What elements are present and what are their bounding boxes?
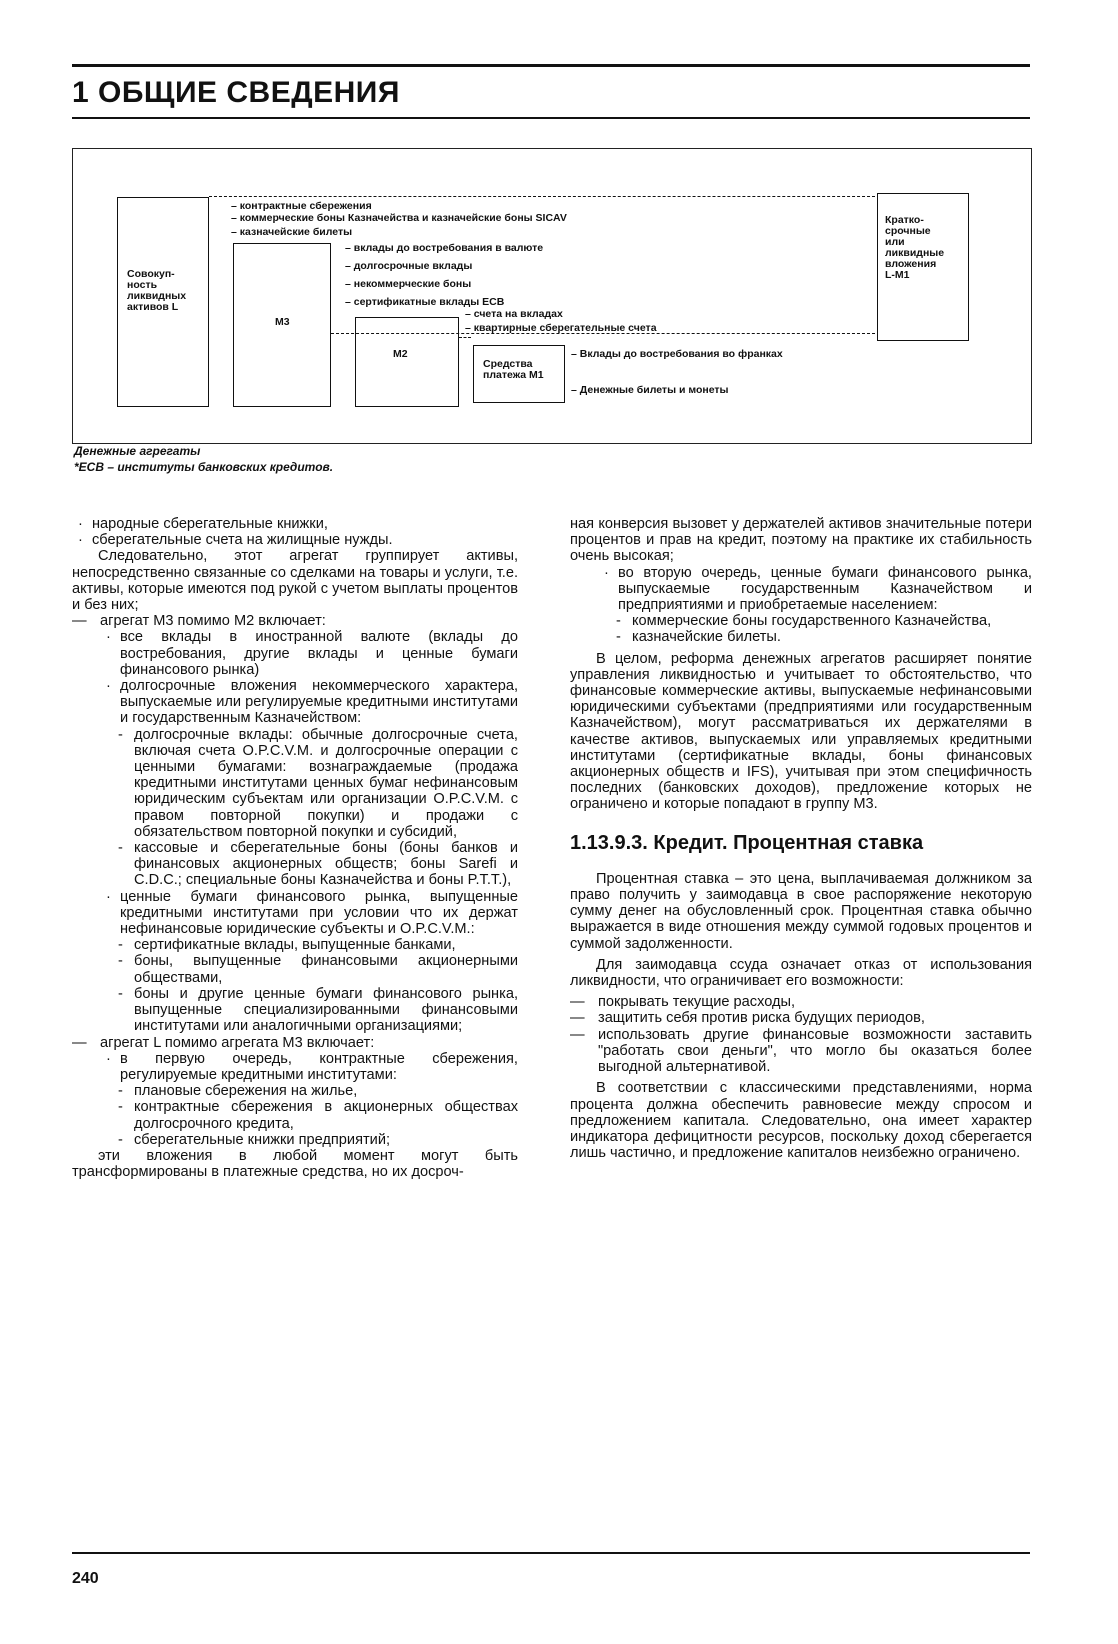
- paragraph: Процентная ставка – это цена, выплачиваемая должником за право получить у заимодавца в свое распоряжение некоторую сумму денег на обусловленный срок. Процентная ставка обычно выражается в виде отношения между суммой годовых процентов и суммой задолженности.: [570, 870, 1032, 952]
- paragraph: Для заимодавца ссуда означает отказ от использования ликвидности, что ограничивает его возможности:: [570, 956, 1032, 990]
- list-item: - сертификатные вклады, выпущенные банками,: [118, 937, 456, 954]
- top-rule: [72, 64, 1030, 67]
- list-item: - долгосрочные вклады: обычные долгосрочные счета, включая счета O.P.C.V.M. и долгосрочные операции с ценными бумагами: вознаграждаемые (продажа кредитными институтами ценных бумаг нефинансовым юридическим субъектам или организации O.P.C.V.M. с правом повторной покупки) и продажи с обязательством повторной покупки и субсидий,: [118, 726, 518, 840]
- left-column: [72, 516, 518, 1180]
- chapter-title: 1 ОБЩИЕ СВЕДЕНИЯ: [72, 76, 400, 109]
- right-column: [570, 516, 1032, 1161]
- paragraph: В соответствии с классическими представлениями, норма процента должна обеспечить равновесие между спросом и предложением капитала. Следовательно, она имеет характер индикатора дефицитности ресурсов, поскольку доход сберегается лишь частично, и предложение капиталов неизбежно ограничено.: [570, 1080, 1032, 1162]
- list-item: - боны и другие ценные бумаги финансового рынка, выпущенные специализированными финансовыми институтами или аналогичными организациями;: [118, 985, 518, 1035]
- aggregate-m3-label: M3: [275, 316, 290, 328]
- m3-item: – некоммерческие боны: [345, 278, 472, 290]
- paragraph: В целом, реформа денежных агрегатов расширяет понятие управления ликвидностью и учитывает то обстоятельство, что финансовые коммерческие активы, выпускаемые нефинансовыми юридическими субъектами (предприятиями или государственным Казначейством), могут рассматриваться их держателями в качестве активов, выпускаемых или управляемых кредитными институтами (сертификатные вклады, боны финансовых акционерных обществ и IFS), учитывая при этом специфичность последних (банковских доходов), предложение которых не ограничено и которые попадают в группу M3.: [570, 650, 1032, 813]
- m1-item: – Вклады до востребования во франках: [571, 348, 783, 360]
- m3-item: – вклады до востребования в валюте: [345, 242, 544, 254]
- paragraph: эти вложения в любой момент могут быть трансформированы в платежные средства, но их досроч-: [72, 1147, 518, 1181]
- figure-caption: Денежные агрегаты: [74, 444, 201, 458]
- list-item: — защитить себя против риска будущих периодов,: [570, 1010, 925, 1027]
- figure-footnote: *ECB – институты банковских кредитов.: [74, 460, 334, 474]
- dashed-line-m2: [459, 337, 471, 338]
- list-item: - казначейские билеты.: [616, 629, 781, 646]
- list-item: - контрактные сбережения в акционерных обществах долгосрочного кредита,: [118, 1099, 518, 1132]
- paragraph: ная конверсия вызовет у держателей активов значительные потери процентов и прав на кредит, поэтому на практике их стабильность очень высокая;: [570, 516, 1032, 565]
- list-item: - плановые сбережения на жилье,: [118, 1083, 358, 1100]
- aggregate-m1-label: Средства платежа M1: [483, 358, 544, 381]
- list-item: - сберегательные книжки предприятий;: [118, 1131, 391, 1148]
- short-term-label: Кратко- срочные или ликвидные вложения L-M1: [885, 214, 945, 281]
- list-item: — агрегат L помимо агрегата M3 включает:: [72, 1034, 375, 1051]
- page-number: 240: [72, 1570, 99, 1587]
- list-item: · в первую очередь, контрактные сбережения, регулируемые кредитными институтами:: [106, 1050, 518, 1083]
- m3-item: – сертификатные вклады ECB: [345, 296, 505, 308]
- list-item: · во вторую очередь, ценные бумаги финансового рынка, выпускаемые государственным Казначейством и предприятиями и приобретаемые населением:: [604, 564, 1032, 614]
- aggregate-l-label: Совокуп- ность ликвидных активов L: [127, 268, 187, 313]
- aggregate-m2-box: [355, 317, 459, 407]
- title-rule: [72, 117, 1030, 119]
- m1-item: – Денежные билеты и монеты: [571, 384, 729, 396]
- list-item: · народные сберегательные книжки,: [78, 516, 328, 532]
- l-item: – контрактные сбережения: [231, 200, 372, 212]
- list-item: — использовать другие финансовые возможности заставить "работать свои деньги", что могло бы оказаться более выгодной альтернативой.: [570, 1026, 1032, 1076]
- m2-item: – счета на вкладах: [465, 308, 563, 320]
- list-item: · ценные бумаги финансового рынка, выпущенные кредитными институтами при условии что их держат нефинансовые юридические субъекты и O.P.C.V.M.:: [106, 888, 518, 938]
- list-item: - коммерческие боны государственного Казначейства,: [616, 613, 992, 630]
- list-item: · долгосрочные вложения некоммерческого характера, выпускаемые или регулируемые кредитными институтами и государственным Казначейством:: [106, 678, 518, 727]
- m2-item: – квартирные сберегательные счета: [465, 322, 657, 334]
- l-item: – казначейские билеты: [231, 226, 353, 238]
- list-item: - кассовые и сберегательные боны (боны банков и финансовых акционерных обществ; боны Sarefi и C.D.C.; специальные боны Казначейства и боны P.T.T.),: [118, 840, 518, 889]
- list-item: - боны, выпущенные финансовыми акционерными обществами,: [118, 953, 518, 986]
- dashed-line-l: [209, 196, 875, 197]
- list-item: · все вклады в иностранной валюте (вклады до востребования, другие вклады и ценные бумаги финансового рынка): [106, 629, 518, 678]
- list-item: — агрегат M3 помимо M2 включает:: [72, 613, 326, 630]
- money-aggregates-diagram: [72, 148, 1032, 444]
- aggregate-m2-label: M2: [393, 348, 408, 360]
- list-item: — покрывать текущие расходы,: [570, 994, 796, 1011]
- section-heading: 1.13.9.3. Кредит. Процентная ставка: [570, 831, 924, 854]
- paragraph: Следовательно, этот агрегат группирует активы, непосредственно связанные со сделками на товары и услуги, т.е. активы, которые имеются под рукой с учетом выплаты процентов и без них;: [72, 548, 518, 614]
- m3-item: – долгосрочные вклады: [345, 260, 473, 272]
- l-item: – коммерческие боны Казначейства и казначейские боны SICAV: [231, 212, 567, 224]
- list-item: · сберегательные счета на жилищные нужды.: [78, 532, 393, 549]
- bottom-rule: [72, 1552, 1030, 1554]
